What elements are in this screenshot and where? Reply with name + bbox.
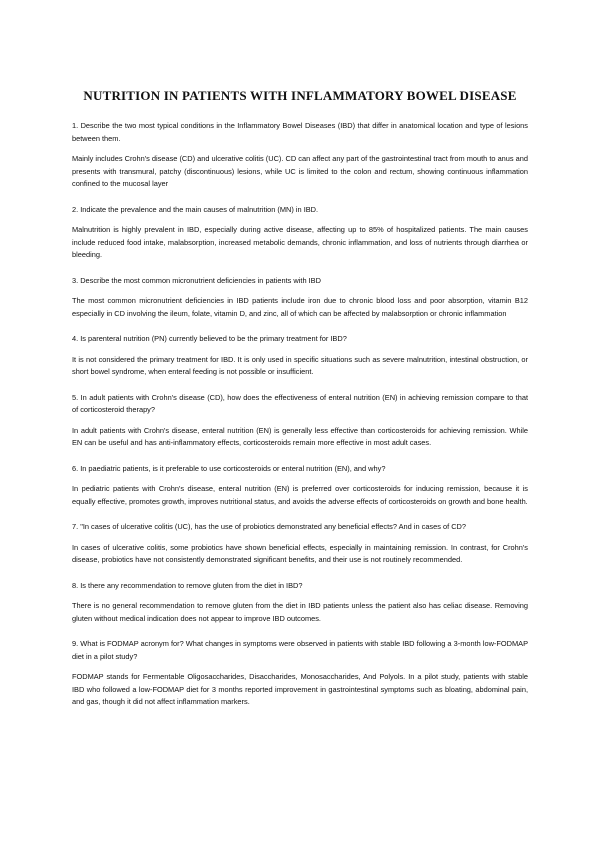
answer-1: Mainly includes Crohn's disease (CD) and ulcerative colitis (UC). CD can affect any part of the gastrointestinal tract from mouth to anus and presents with transmural, patchy (discontinuous) lesions, while UC is limited to the colon and rectum, showing continuous inflammation confined to the mucosal layer: [72, 154, 528, 188]
question-6: 6. In paediatric patients, is it preferable to use corticosteroids or enteral nutrition (EN), and why?: [72, 463, 386, 473]
qa-item-8: [72, 580, 528, 626]
question-7: 7. "In cases of ulcerative colitis (UC), has the use of probiotics demonstrated any beneficial effects? And in cases of CD?: [72, 522, 466, 531]
qa-item-4: [72, 333, 528, 379]
answer-9: FODMAP stands for Fermentable Oligosaccharides, Disaccharides, Monosaccharides, And Polyols. In a pilot study, patients with stable IBD who followed a low-FODMAP diet for 3 months reported improvement in gastrointestinal symptoms such as bloating, abdominal pain, and gas, though it did not affect inflammation markers.: [72, 672, 528, 706]
answer-6: In pediatric patients with Crohn's disease, enteral nutrition (EN) is preferred over corticosteroids for inducing remission, because it is equally effective, promotes growth, improves nutritional status, and avoids the adverse effects of corticosteroids on growth and bone health.: [72, 484, 528, 506]
qa-item-3: [72, 275, 528, 321]
question-8: 8. Is there any recommendation to remove gluten from the diet in IBD?: [72, 580, 303, 590]
qa-item-6: [72, 463, 528, 509]
qa-item-7: [72, 521, 528, 567]
question-4: 4. Is parenteral nutrition (PN) currently believed to be the primary treatment for IBD?: [72, 334, 347, 343]
qa-item-9: [72, 638, 528, 709]
answer-3: The most common micronutrient deficiencies in IBD patients include iron due to chronic blood loss and poor absorption, vitamin B12 especially in CD involving the ileum, folate, vitamin D, and zinc, all of which can be affected by malabsorption or chronic inflammation: [72, 296, 528, 318]
question-1: 1. Describe the two most typical conditions in the Inflammatory Bowel Diseases (IBD) that differ in anatomical location and type of lesions between them.: [72, 121, 528, 143]
answer-8: There is no general recommendation to remove gluten from the diet in IBD patients unless the patient also has celiac disease. Removing gluten without medical indication does not appear to improve IBD outcomes.: [72, 601, 528, 623]
answer-5: In adult patients with Crohn's disease, enteral nutrition (EN) is generally less effective than corticosteroids for achieving remission. While EN can be useful and has anti-inflammatory effects, corticosteroids remain more effective in most adult cases.: [72, 425, 528, 447]
question-5: 5. In adult patients with Crohn's disease (CD), how does the effectiveness of enteral nutrition (EN) in achieving remission compare to that of corticosteroid therapy?: [72, 392, 528, 414]
qa-item-1: [72, 120, 528, 191]
answer-4: It is not considered the primary treatment for IBD. It is only used in specific situations such as severe malnutrition, intestinal obstruction, or short bowel syndrome, when enteral feeding is not possible or insufficient.: [72, 354, 528, 376]
qa-item-2: [72, 204, 528, 262]
document-title: NUTRITION IN PATIENTS WITH INFLAMMATORY BOWEL DISEASE: [83, 88, 517, 103]
question-3: 3. Describe the most common micronutrient deficiencies in patients with IBD: [72, 275, 321, 285]
question-2: 2. Indicate the prevalence and the main causes of malnutrition (MN) in IBD.: [72, 204, 319, 214]
answer-2: Malnutrition is highly prevalent in IBD, especially during active disease, affecting up to 85% of hospitalized patients. The main causes include reduced food intake, malabsorption, increased metabolic demands, chronic inflammation, and loss of nutrients through diarrhea or bleeding.: [72, 225, 528, 259]
answer-7: In cases of ulcerative colitis, some probiotics have shown beneficial effects, especially in maintaining remission. In contrast, for Crohn's disease, probiotics have not consistently demonstrated significant benefits, and their use is not routinely recommended.: [72, 542, 528, 564]
question-9: 9. What is FODMAP acronym for? What changes in symptoms were observed in patients with stable IBD following a 3-month low-FODMAP diet in a pilot study?: [72, 639, 528, 661]
qa-item-5: [72, 392, 528, 450]
